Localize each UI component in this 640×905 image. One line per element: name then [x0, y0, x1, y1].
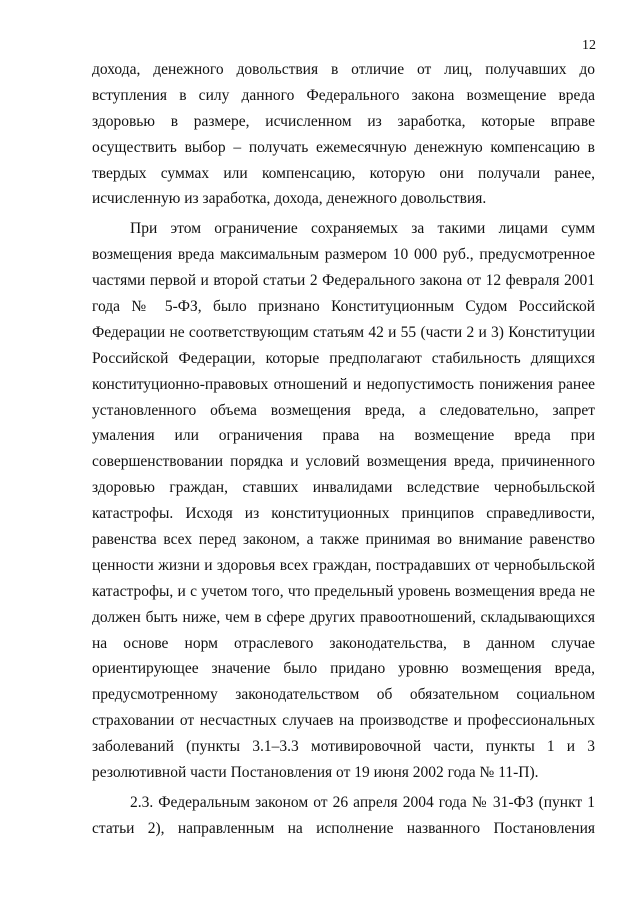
text-line: 2.3. Федеральным законом от 26 апреля 2004 года № 31-ФЗ (пункт 1 — [130, 793, 595, 811]
text-line: дохода, денежного довольствия в отличие от лиц, получавших до — [92, 61, 595, 78]
text-line: установленного объема возмещения вреда, а следовательно, запрет — [92, 401, 595, 419]
text-line: катастрофы. Исходя из конституционных принципов справедливости, — [92, 505, 595, 523]
text-line: предусмотренному законодательством об обязательном социальном — [92, 686, 595, 704]
paragraph-2 — [92, 216, 595, 786]
text-line: осуществить выбор – получать ежемесячную денежную компенсацию в — [92, 138, 595, 156]
text-line: частями первой и второй статьи 2 Федерального закона от 12 февраля 2001 — [92, 272, 595, 290]
paragraph-1 — [92, 57, 595, 212]
text-line: конституционно-правовых отношений и недопустимость понижения ранее — [92, 375, 595, 393]
text-line: здоровью в размере, исчисленном из заработка, которые вправе — [92, 112, 595, 130]
text-line: заболеваний (пункты 3.1–3.3 мотивировочной части, пункты 1 и 3 — [92, 738, 595, 756]
text-line: Федерации не соответствующим статьям 42 и 55 (части 2 и 3) Конституции — [92, 323, 595, 341]
text-line: равенства всех перед законом, а также принимая во внимание равенство — [92, 531, 595, 549]
text-line: вступления в силу данного Федерального закона возмещение вреда — [92, 86, 595, 104]
paragraph-3 — [92, 790, 595, 842]
text-line: должен быть ниже, чем в сфере других правоотношений, складывающихся — [92, 608, 595, 626]
text-line: здоровью граждан, ставших инвалидами вследствие чернобыльской — [92, 479, 595, 497]
text-line: года № 5-ФЗ, было признано Конституционным Судом Российской — [92, 298, 595, 316]
text-line: совершенствовании порядка и условий возмещения вреда, причиненного — [92, 453, 595, 471]
text-line: ценности жизни и здоровья всех граждан, пострадавших от чернобыльской — [92, 556, 595, 574]
text-line: на основе норм отраслевого законодательства, в данном случае — [92, 634, 595, 652]
text-line: возмещения вреда максимальным размером 10 000 руб., предусмотренное — [92, 246, 595, 264]
text-line: ориентирующее значение было придано уровню возмещения вреда, — [92, 660, 595, 678]
text-line: резолютивной части Постановления от 19 июня 2002 года № 11-П). — [92, 764, 539, 782]
text-line: умаления или ограничения права на возмещение вреда при — [92, 427, 595, 445]
page-number: 12 — [582, 38, 596, 53]
document-body — [92, 57, 595, 842]
text-line: катастрофы, и с учетом того, что предельный уровень возмещения вреда не — [92, 582, 595, 600]
text-line: Российской Федерации, которые предполагают стабильность длящихся — [92, 349, 595, 367]
text-line: При этом ограничение сохраняемых за такими лицами сумм — [130, 220, 595, 238]
text-line: страховании от несчастных случаев на производстве и профессиональных — [92, 712, 595, 730]
text-line: твердых суммах или компенсацию, которую они получали ранее, — [92, 164, 595, 182]
text-line: статьи 2), направленным на исполнение названного Постановления — [92, 819, 595, 837]
text-line: исчисленную из заработка, дохода, денежного довольствия. — [92, 190, 487, 208]
